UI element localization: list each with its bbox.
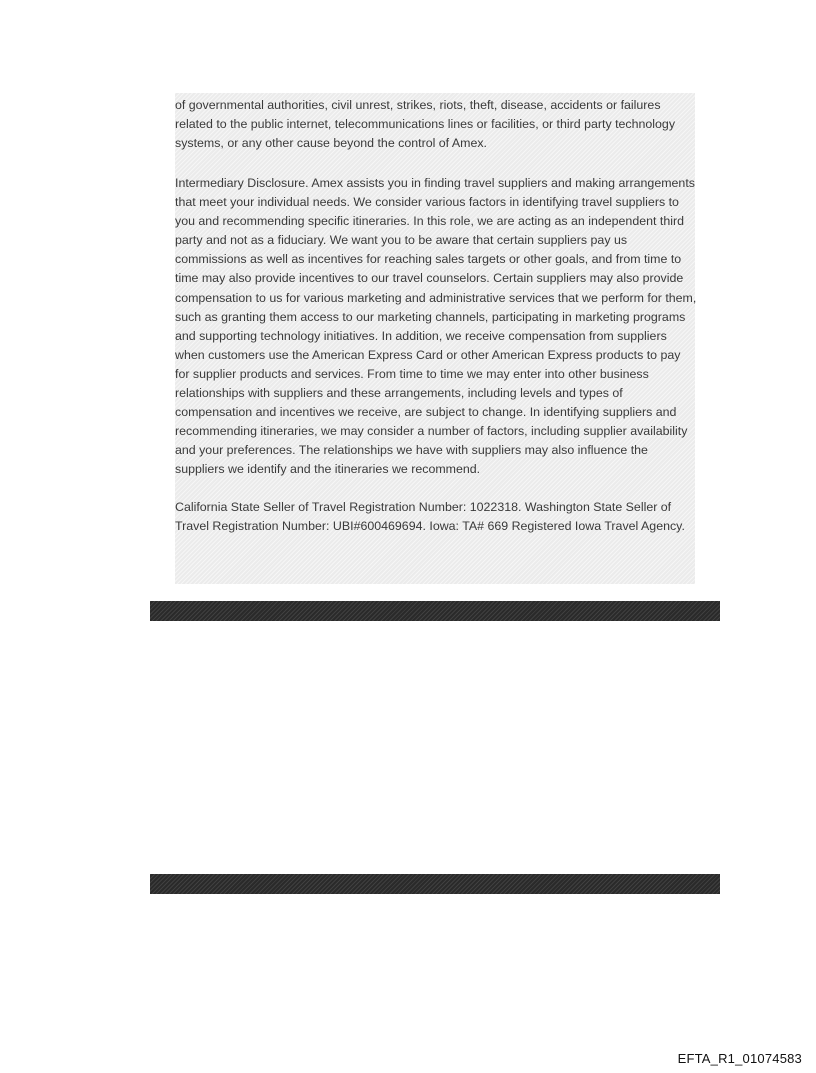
disclosure-text-panel bbox=[175, 93, 695, 584]
paragraph-registration-numbers: California State Seller of Travel Registration Number: 1022318. Washington State Seller of Travel Registration Number: UBI#600469694. Iowa: TA# 669 Registered Iowa Travel Agency. bbox=[175, 500, 685, 534]
redaction-bar-bottom bbox=[150, 874, 720, 894]
paragraph-force-majeure: of governmental authorities, civil unrest, strikes, riots, theft, disease, accidents or failures related to the public internet, telecommunications lines or facilities, or third party technology systems, or any other cause beyond the control of Amex. bbox=[175, 98, 676, 151]
redaction-bar-top bbox=[150, 601, 720, 621]
document-id-footer: EFTA_R1_01074583 bbox=[677, 1051, 802, 1066]
paragraph-intermediary-disclosure: Intermediary Disclosure. Amex assists you in finding travel suppliers and making arrangements that meet your individual needs. We consider various factors in identifying travel suppliers to you and recommending specific itineraries. In this role, we are acting as an independent third party and not as a fiduciary. We want you to be aware that certain suppliers pay us commissions as well as incentives for reaching sales targets or other goals, and from time to time may also provide incentives to our travel counselors. Certain suppliers may also provide compensation to us for various marketing and administrative services that we perform for them, such as granting them access to our marketing channels, participating in marketing programs and supporting technology initiatives. In addition, we receive compensation from suppliers when customers use the American Express Card or other American Express products to pay for supplier products and services. From time to time we may enter into other business relationships with suppliers and these arrangements, including levels and types of compensation and incentives we receive, are subject to change. In identifying suppliers and recommending itineraries, we may consider a number of factors, including supplier availability and your preferences. The relationships we have with suppliers may also influence the suppliers we identify and the itineraries we recommend. bbox=[175, 176, 697, 477]
